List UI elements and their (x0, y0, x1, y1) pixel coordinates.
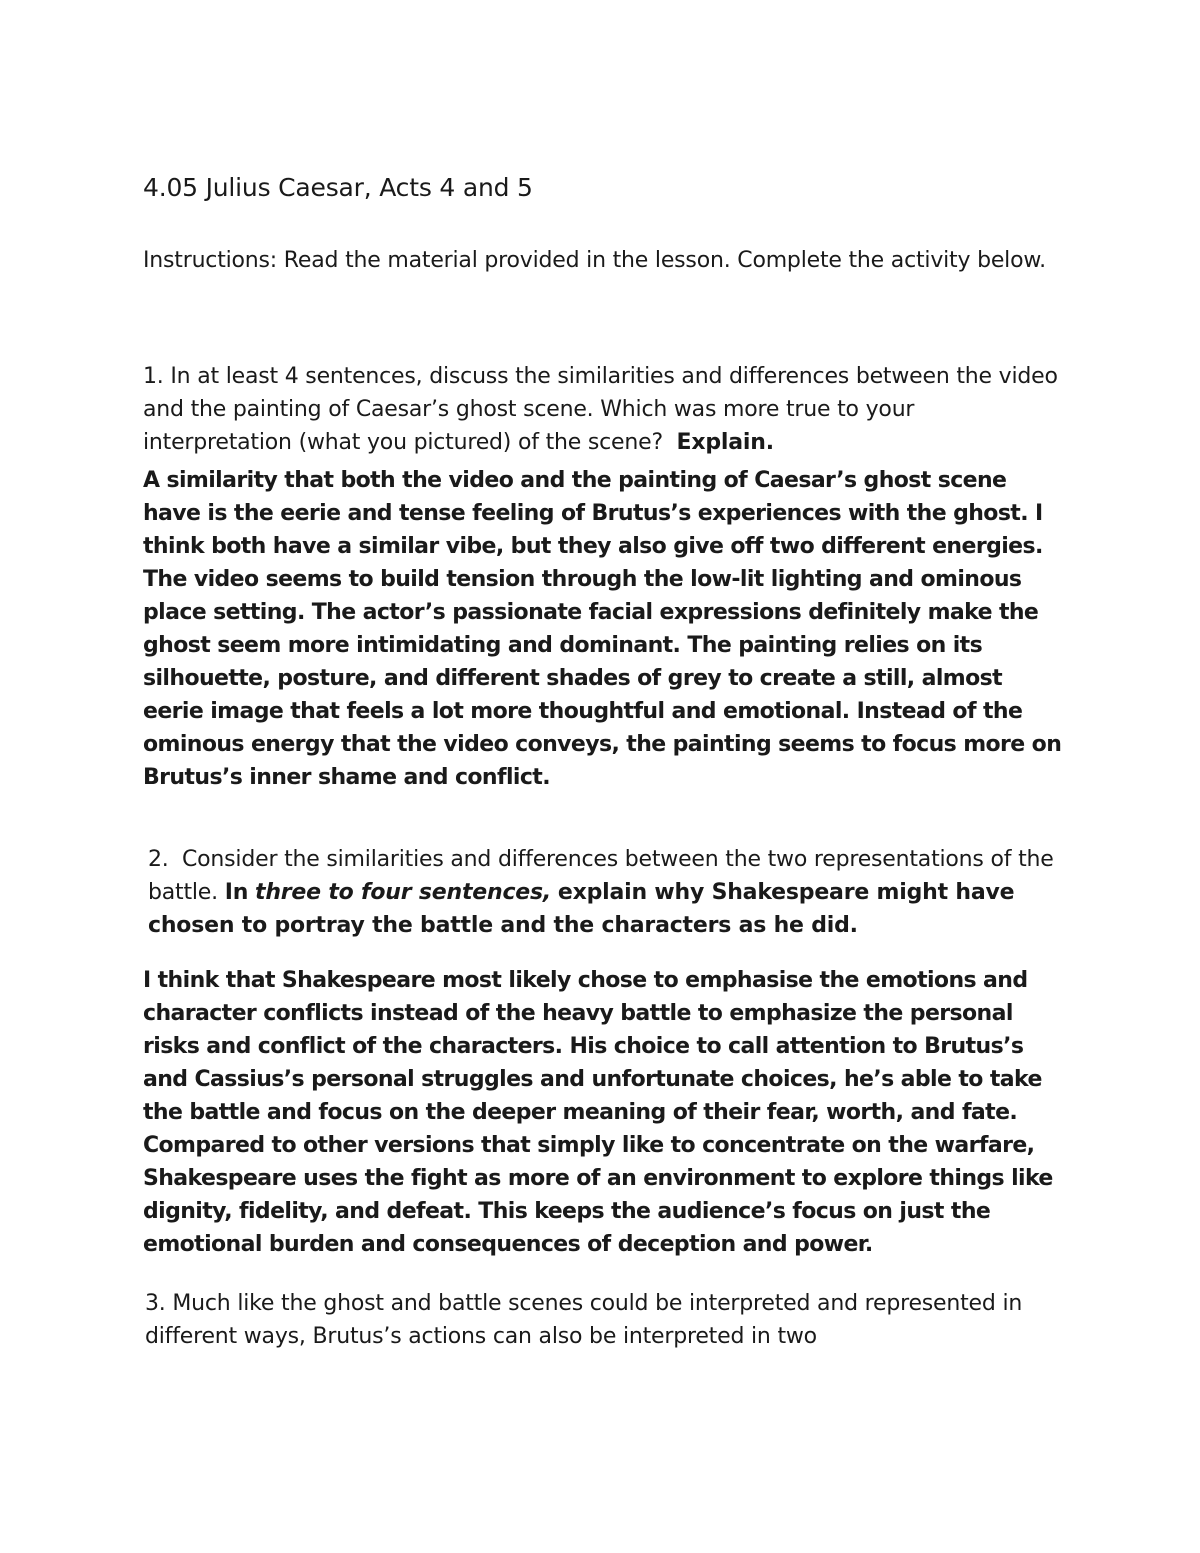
question-1-emphasis: Explain. (676, 430, 774, 455)
question-1-text: 1. In at least 4 sentences, discuss the similarities and differences between the video and the painting of Caesar’s ghost scene. Which was more true to your interpretation (what you pictured) of the scene? (143, 364, 1058, 455)
question-2-text: Consider the similarities and differences between the two representations of the battle. (148, 847, 1054, 905)
instructions-paragraph: Instructions: Read the material provided in the lesson. Complete the activity below. (143, 248, 1046, 273)
document-title: 4.05 Julius Caesar, Acts 4 and 5 (143, 173, 533, 202)
answer-1: A similarity that both the video and the painting of Caesar’s ghost scene have is the eerie and tense feeling of Brutus’s experiences with the ghost. I think both have a similar vibe, but they also give off two different energies. The video seems to build tension through the low-lit lighting and ominous place setting. The actor’s passionate facial expressions definitely make the ghost seem more intimidating and dominant. The painting relies on its silhouette, posture, and different shades of grey to create a still, almost eerie image that feels a lot more thoughtful and emotional. Instead of the ominous energy that the video conveys, the painting seems to focus more on Brutus’s inner shame and conflict. (143, 468, 1062, 790)
question-2-bold-tail: explain why Shakespeare might have chosen to portray the battle and the characters as he did. (148, 880, 1015, 938)
question-2-number: 2. (148, 847, 169, 872)
question-2-bold-italic: three to four sentences, (255, 880, 552, 905)
question-2-bold-lead: In (224, 880, 249, 905)
question-1 (143, 360, 1063, 459)
question-2 (148, 843, 1063, 942)
question-3: 3. Much like the ghost and battle scenes could be interpreted and represented in different ways, Brutus’s actions can also be interpreted in two (145, 1291, 1023, 1349)
answer-2: I think that Shakespeare most likely chose to emphasise the emotions and character conflicts instead of the heavy battle to emphasize the personal risks and conflict of the characters. His choice to call attention to Brutus’s and Cassius’s personal struggles and unfortunate choices, he’s able to take the battle and focus on the deeper meaning of their fear, worth, and fate. Compared to other versions that simply like to concentrate on the warfare, Shakespeare uses the fight as more of an environment to explore things like dignity, fidelity, and defeat. This keeps the audience’s focus on just the emotional burden and consequences of deception and power. (143, 968, 1053, 1257)
